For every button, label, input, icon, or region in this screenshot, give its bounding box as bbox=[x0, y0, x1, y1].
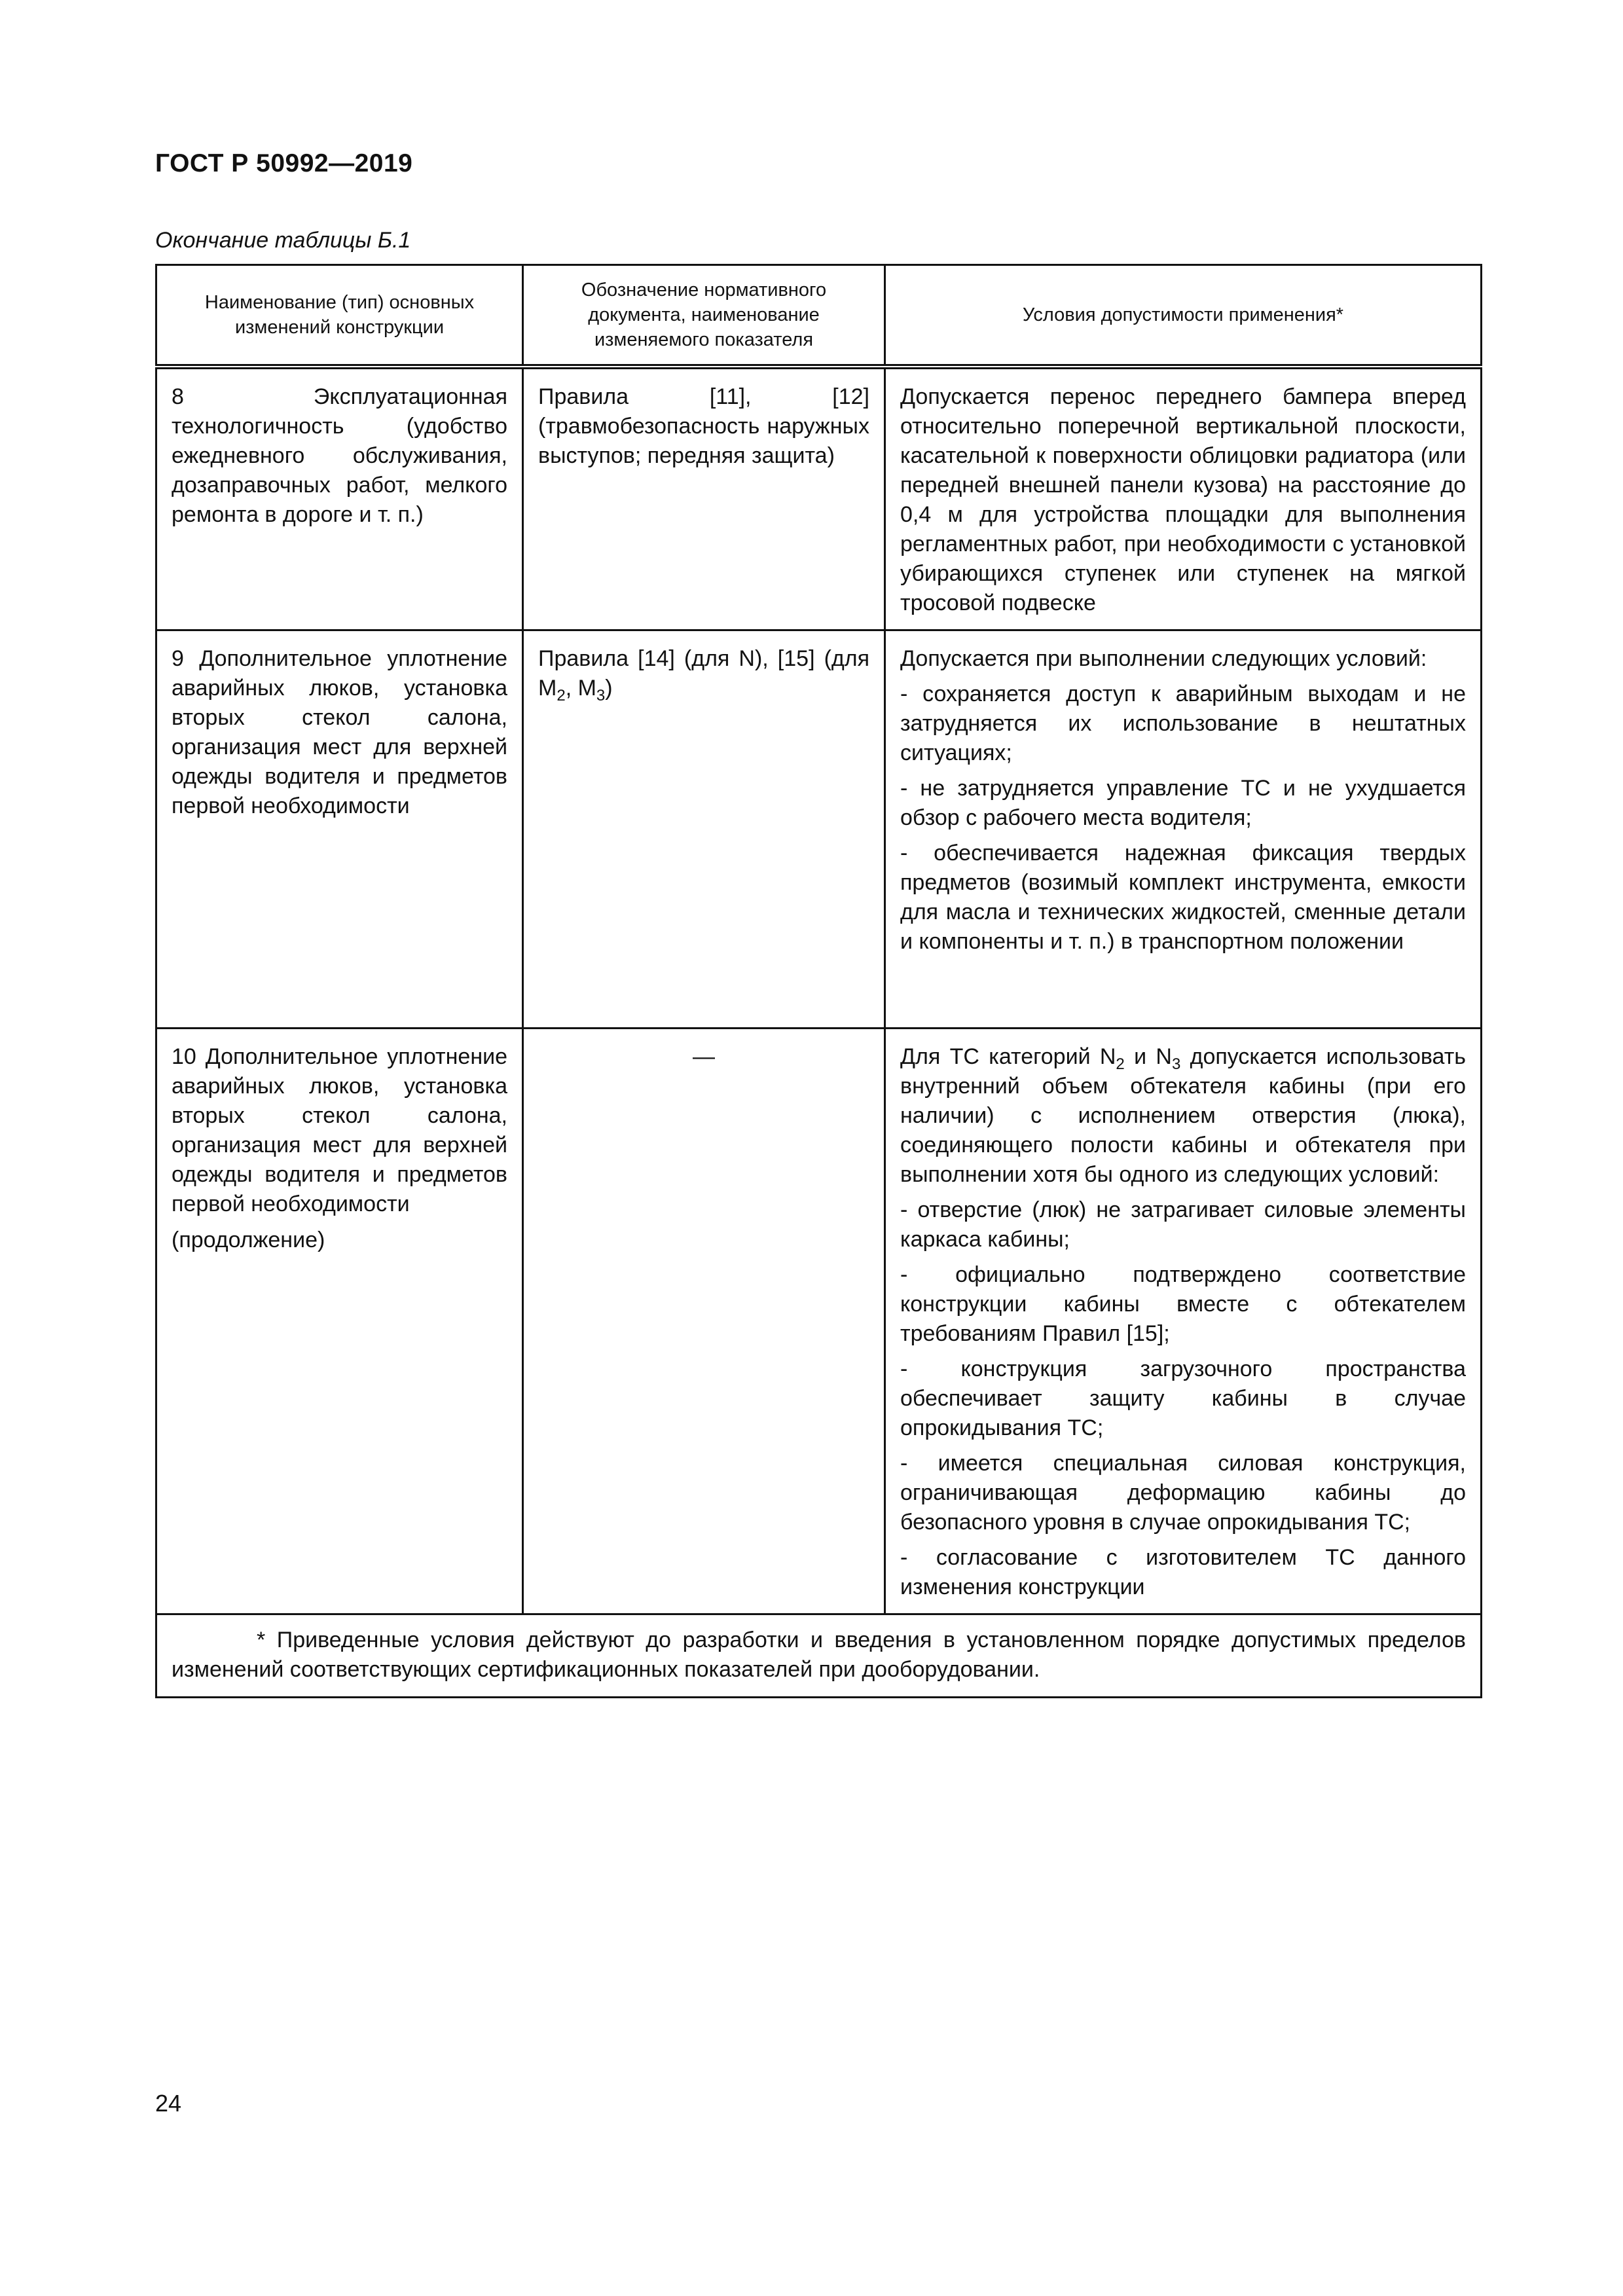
condition-item: - сохраняется доступ к аварийным выходам и не затрудняется их использование в нештатных ситуациях; bbox=[900, 682, 1466, 765]
table-row bbox=[156, 630, 1482, 1029]
condition-item: - официально подтверждено соответствие конструкции кабины вместе с обтекателем требованиям Правил [15]; bbox=[900, 1262, 1466, 1346]
table-row bbox=[156, 367, 1482, 630]
standard-title: ГОСТ Р 50992—2019 bbox=[155, 149, 413, 177]
page-number: 24 bbox=[155, 2090, 182, 2117]
condition-item: - согласование с изготовителем ТС данного изменения конструкции bbox=[900, 1545, 1466, 1599]
row-10-name bbox=[156, 1029, 523, 1614]
condition-item: - отверстие (люк) не затрагивает силовые элементы каркаса кабины; bbox=[900, 1197, 1466, 1252]
row-9-conditions bbox=[885, 630, 1482, 1029]
column-header-name: Наименование (тип) основных изменений конструкции bbox=[156, 265, 523, 367]
condition-text: Допускается при выполнении следующих условий: bbox=[900, 646, 1427, 671]
condition-text: Допускается перенос переднего бампера вперед относительно поперечной вертикальной плоскости, касательной к поверхности облицовки радиатора (или передней внешней панели кузова) на расстояние до 0,4 м для устройства площадки для выполнения регламентных работ, при необходимости с установкой убирающихся ступенек или ступенек на мягкой тросовой подвеске bbox=[900, 384, 1466, 615]
table-row bbox=[156, 1029, 1482, 1614]
row-9-document: Правила [14] (для N), [15] (для $M_2$, $M_3$) bbox=[523, 630, 885, 1029]
column-header-conditions: Условия допустимости применения* bbox=[885, 265, 1482, 367]
condition-item: - имеется специальная силовая конструкция, ограничивающая деформацию кабины до безопасного уровня в случае опрокидывания ТС; bbox=[900, 1451, 1466, 1535]
table-header-row bbox=[156, 265, 1482, 367]
footnote-row bbox=[156, 1614, 1482, 1698]
conditions-table bbox=[155, 264, 1480, 1698]
condition-item: - конструкция загрузочного пространства обеспечивает защиту кабины в случае опрокидывания ТС; bbox=[900, 1357, 1466, 1440]
row-8-document: Правила [11], [12] (травмобезопасность наружных выступов; передняя защита) bbox=[523, 367, 885, 630]
row-9-name: 9 Дополнительное уплотнение аварийных люков, установка вторых стекол салона, организация мест для верхней одежды водителя и предметов первой необходимости bbox=[156, 630, 523, 1029]
condition-text: Для ТС категорий $N_2$ и $N_3$ допускается использовать внутренний объем обтекателя кабины (при его наличии) с исполнением отверстия (люка), соединяющего полости кабины и обтекателя при выполнении хотя бы одного из следующих условий: bbox=[900, 1044, 1466, 1187]
row-10-name-text: 10 Дополнительное уплотнение аварийных люков, установка вторых стекол салона, организация мест для верхней одежды водителя и предметов первой необходимости bbox=[172, 1044, 507, 1216]
row-8-conditions bbox=[885, 367, 1482, 630]
condition-item: - обеспечивается надежная фиксация твердых предметов (возимый комплект инструмента, емкости для масла и технических жидкостей, сменные детали и компоненты и т. п.) в транспортном положении bbox=[900, 841, 1466, 954]
column-header-document: Обозначение нормативного документа, наименование изменяемого показателя bbox=[523, 265, 885, 367]
table-caption: Окончание таблицы Б.1 bbox=[155, 228, 411, 253]
condition-item: - не затрудняется управление ТС и не ухудшается обзор с рабочего места водителя; bbox=[900, 776, 1466, 830]
row-10-conditions bbox=[885, 1029, 1482, 1614]
table-footnote: * Приведенные условия действуют до разработки и введения в установленном порядке допустимых пределов изменений соответствующих сертификационных показателей при дооборудовании. bbox=[156, 1614, 1482, 1698]
row-10-continuation: (продолжение) bbox=[172, 1228, 325, 1252]
row-10-document: — bbox=[523, 1029, 885, 1614]
row-8-name: 8 Эксплуатационная технологичность (удобство ежедневного обслуживания, дозаправочных работ, мелкого ремонта в дороге и т. п.) bbox=[156, 367, 523, 630]
